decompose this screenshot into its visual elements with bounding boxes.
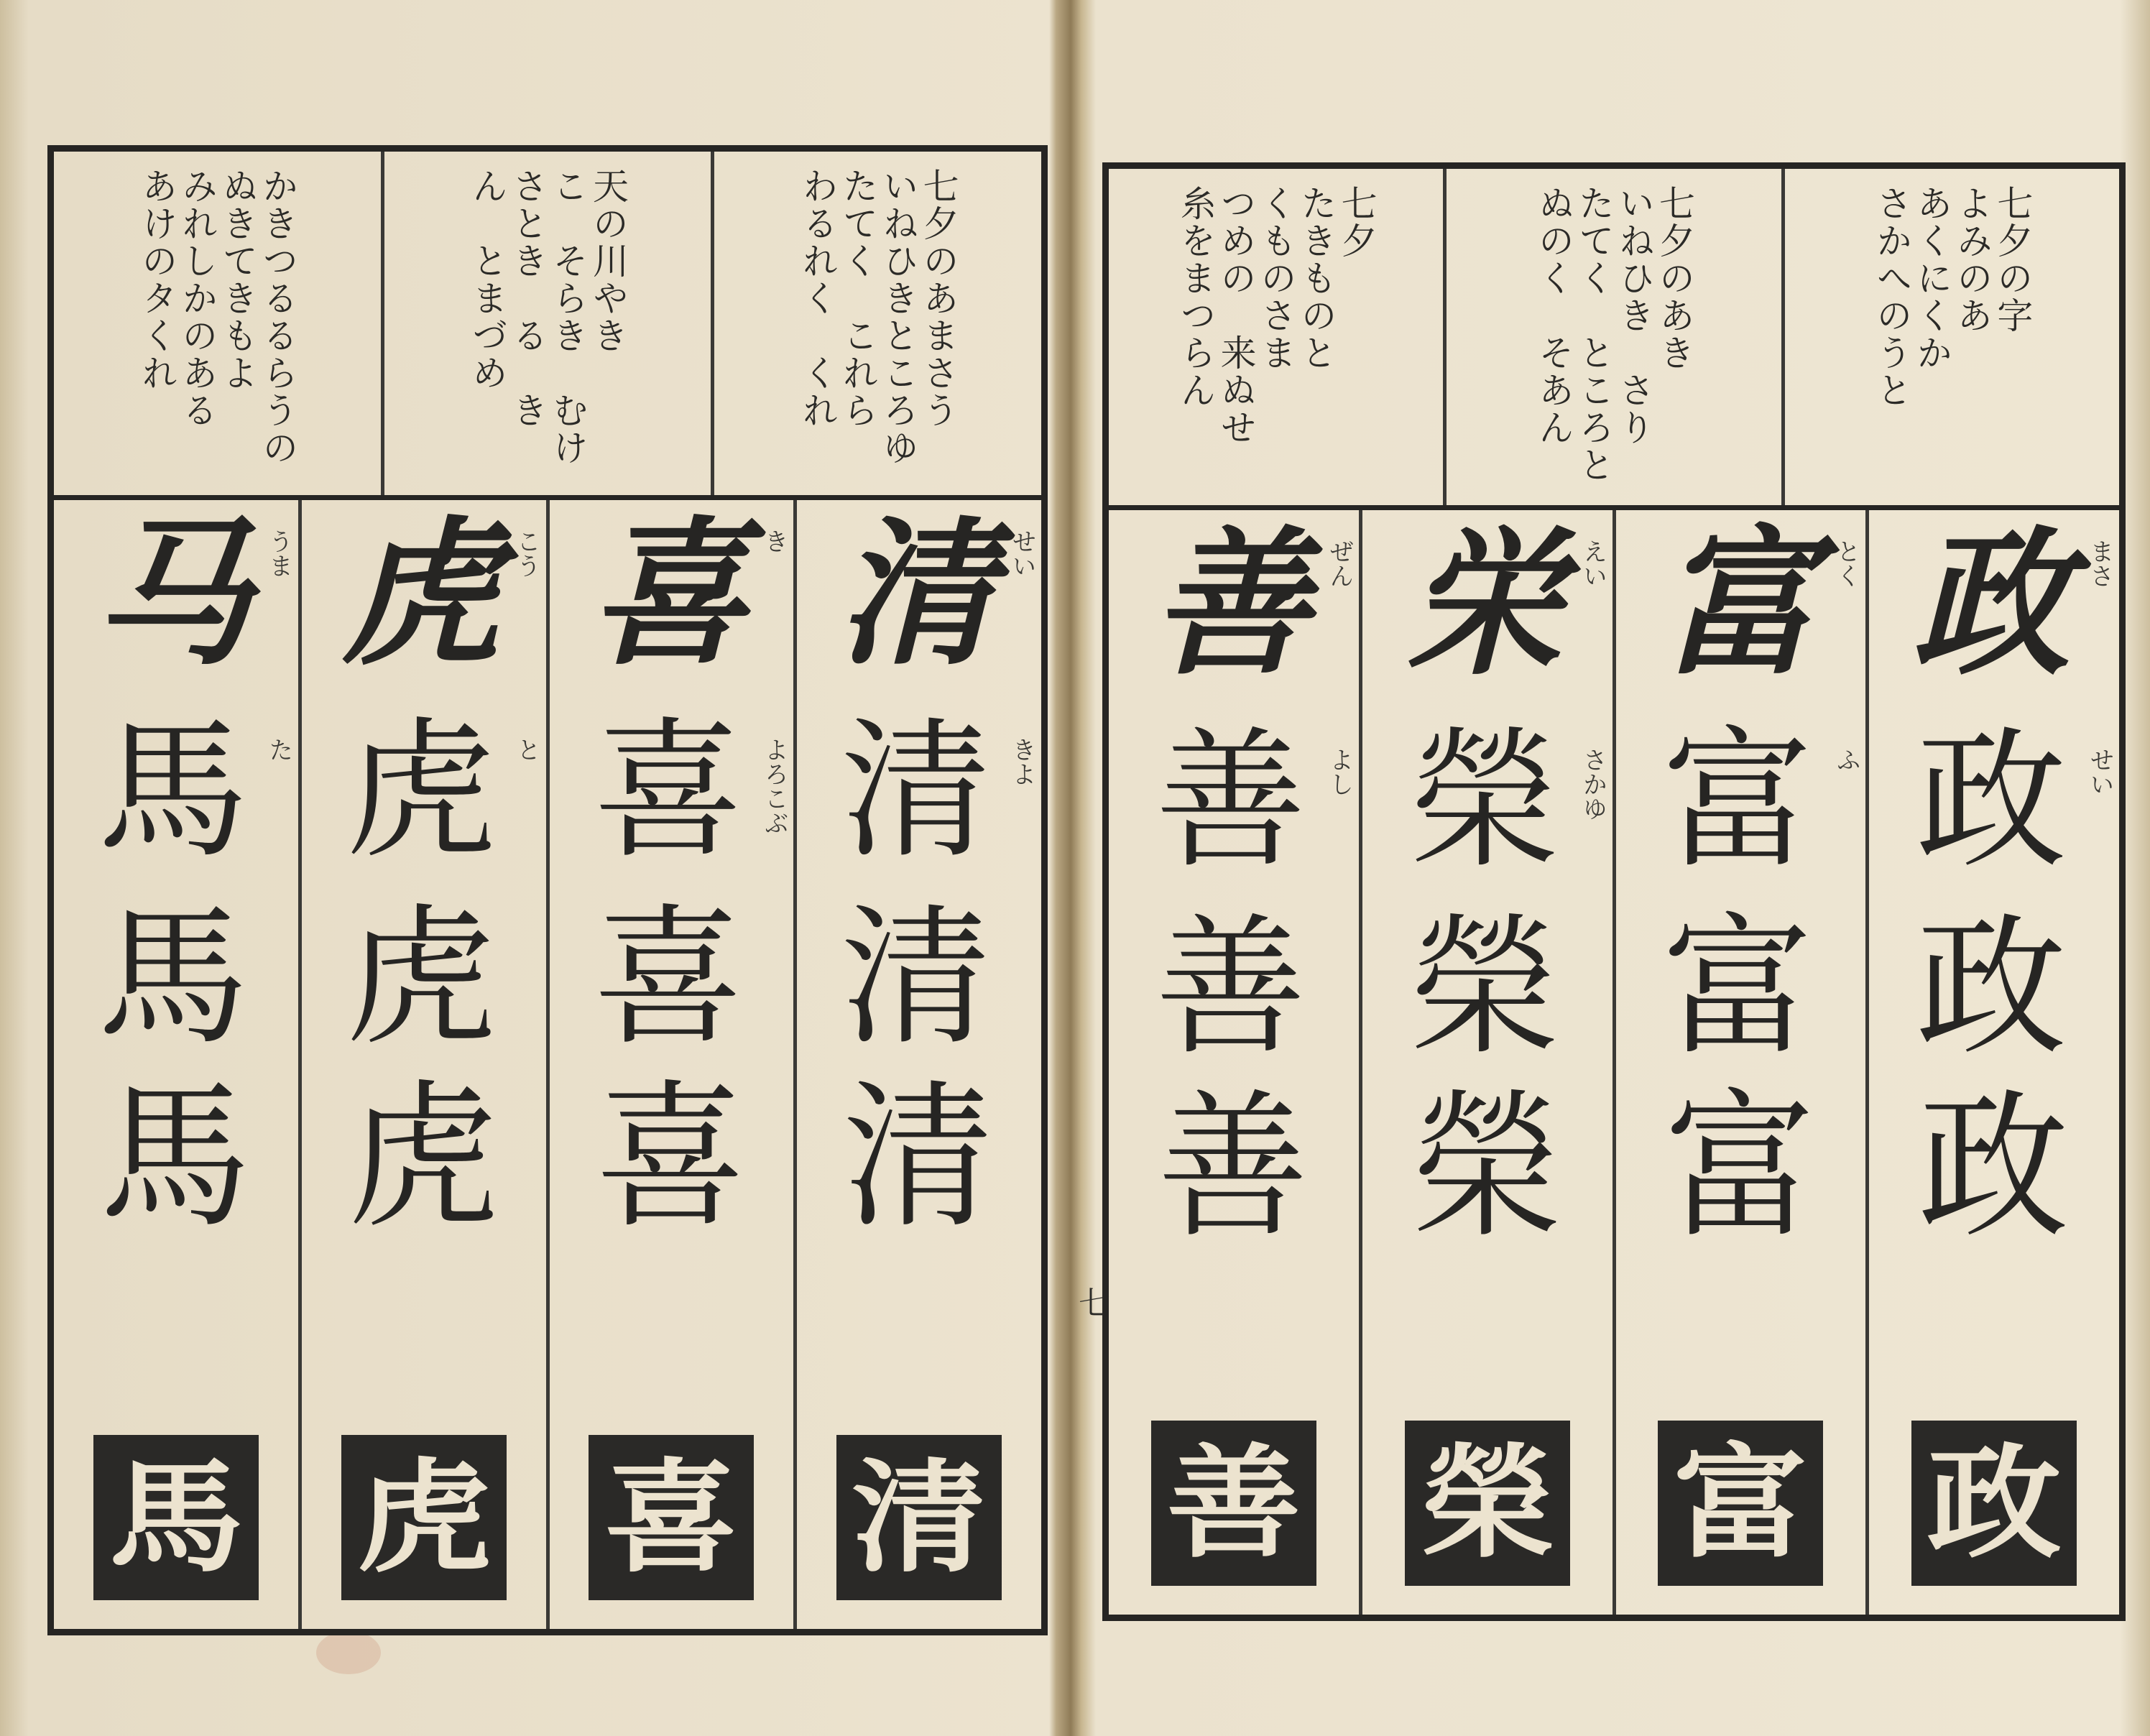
seal-script-glyph: 富 [1664, 1074, 1812, 1260]
poem-line: さとき る き [506, 167, 548, 429]
clerical-glyph: 喜 [593, 890, 744, 1066]
regular-glyph: 虎 [345, 703, 497, 879]
clerical-glyph: 清 [840, 890, 992, 1066]
poem-line: 糸をまつらん [1174, 185, 1217, 409]
poem-line: たてく これら [836, 167, 879, 429]
left-character-columns [54, 500, 1041, 1629]
seal-script-glyph: 政 [1918, 1074, 2065, 1260]
poem-panel [1443, 169, 1781, 505]
poem-line: よみのあ [1951, 185, 1993, 334]
cursive-glyph: 栄 [1405, 510, 1564, 696]
seal-glyph: 喜 [604, 1446, 739, 1589]
left-poem-box [54, 152, 1041, 500]
poem-line: あけのタくれ [136, 167, 178, 392]
ruby-reading: よろこぶ [760, 737, 789, 835]
ruby-reading: うま [264, 529, 293, 578]
poem-line: 天の川やき [586, 167, 629, 354]
poem-line: 七夕の字 [1991, 185, 2034, 334]
seal-glyph: 榮 [1420, 1431, 1555, 1575]
poem-line: たてく ところと [1573, 185, 1615, 484]
poem-line: 七夕のあまさう [917, 167, 959, 429]
left-page [0, 0, 1071, 1736]
regular-glyph: 榮 [1408, 713, 1560, 889]
poem-line: いねひき さり [1613, 185, 1655, 446]
seal-block [1658, 1421, 1823, 1586]
right-character-columns [1109, 510, 2119, 1615]
character-column [793, 500, 1041, 1629]
seal-block [1151, 1421, 1316, 1586]
left-page-frame [47, 145, 1048, 1635]
seal-script-glyph: 清 [843, 1064, 990, 1250]
clerical-glyph: 富 [1662, 900, 1814, 1076]
regular-glyph: 富 [1662, 713, 1814, 889]
poem-line: 七夕 [1335, 185, 1378, 259]
seal-block [341, 1435, 507, 1600]
ruby-reading: ふ [1832, 747, 1861, 772]
ruby-reading: た [264, 737, 293, 762]
seal-block [93, 1435, 259, 1600]
ruby-reading: きよ [1007, 737, 1036, 786]
paper-stain [316, 1631, 381, 1674]
cursive-glyph: 喜 [589, 500, 747, 686]
cursive-glyph: 善 [1151, 510, 1310, 696]
poem-line: ぬきてきもよ [216, 167, 259, 392]
cursive-glyph: 马 [93, 500, 252, 686]
clerical-glyph: 善 [1155, 900, 1306, 1076]
clerical-glyph: 馬 [97, 890, 249, 1066]
poem-line: くものさま [1255, 185, 1297, 371]
clerical-glyph: 虎 [345, 890, 497, 1066]
seal-script-glyph: 虎 [347, 1064, 494, 1250]
cursive-glyph: 富 [1658, 510, 1817, 696]
character-column [1109, 510, 1359, 1615]
character-column [546, 500, 794, 1629]
clerical-glyph: 榮 [1408, 900, 1560, 1076]
poem-panel [54, 152, 381, 495]
right-poem-box [1109, 169, 2119, 510]
poem-line: いねひきところゆ [877, 167, 919, 466]
cursive-glyph: 清 [836, 500, 995, 686]
cursive-glyph: 政 [1911, 510, 2070, 696]
ruby-reading: よし [1324, 747, 1354, 796]
seal-block [836, 1435, 1002, 1600]
ruby-reading: さかゆ [1578, 747, 1607, 821]
seal-block [1405, 1421, 1570, 1586]
regular-glyph: 政 [1915, 713, 2067, 889]
character-column [1612, 510, 1866, 1615]
poem-line: みれしかのある [176, 167, 218, 429]
clerical-glyph: 政 [1915, 900, 2067, 1076]
poem-line: あくにくか [1911, 185, 1953, 371]
ruby-reading: せい [2085, 747, 2114, 796]
poem-line: ん とまづめ [466, 167, 508, 392]
poem-line: かきつるるらうの [257, 167, 299, 466]
ruby-reading: き [760, 529, 789, 553]
poem-line: ぬのく そあん [1533, 185, 1574, 446]
poem-line: さかへのうと [1870, 185, 1913, 409]
seal-block [589, 1435, 754, 1600]
seal-glyph: 虎 [356, 1446, 492, 1589]
ruby-reading: ぜん [1324, 539, 1354, 588]
poem-line: つめの 来ぬせ [1214, 185, 1257, 446]
seal-script-glyph: 榮 [1411, 1074, 1558, 1260]
poem-line: わるれく くれ [796, 167, 839, 429]
ruby-reading: せい [1007, 529, 1036, 578]
regular-glyph: 清 [840, 703, 992, 879]
page-number: 七 [1073, 1286, 1109, 1318]
character-column [298, 500, 546, 1629]
seal-glyph: 富 [1673, 1431, 1808, 1575]
character-column [1865, 510, 2119, 1615]
ruby-reading: と [512, 737, 541, 762]
character-column [1359, 510, 1612, 1615]
poem-panel [381, 152, 711, 495]
seal-glyph: 善 [1166, 1431, 1301, 1575]
seal-glyph: 政 [1927, 1431, 2062, 1575]
seal-block [1911, 1421, 2077, 1586]
ruby-reading: とく [1832, 539, 1861, 588]
poem-panel [1781, 169, 2119, 505]
ruby-reading: えい [1578, 539, 1607, 588]
regular-glyph: 善 [1155, 713, 1306, 889]
seal-script-glyph: 馬 [99, 1064, 246, 1250]
character-column [54, 500, 298, 1629]
ruby-reading: こう [512, 529, 541, 578]
poem-line: たきものと [1295, 185, 1337, 371]
regular-glyph: 喜 [593, 703, 744, 879]
seal-glyph: 清 [852, 1446, 987, 1589]
seal-script-glyph: 喜 [595, 1064, 742, 1250]
seal-glyph: 馬 [109, 1446, 244, 1589]
cursive-glyph: 虎 [341, 500, 500, 686]
poem-line: こ そらき むけ [546, 167, 589, 466]
poem-panel [1109, 169, 1443, 505]
seal-script-glyph: 善 [1157, 1074, 1304, 1260]
right-page [1078, 0, 2150, 1736]
poem-line: 七夕のあき [1653, 185, 1695, 371]
ruby-reading: まさ [2085, 539, 2114, 588]
regular-glyph: 馬 [97, 703, 249, 879]
right-page-frame [1102, 162, 2126, 1621]
poem-panel [711, 152, 1041, 495]
